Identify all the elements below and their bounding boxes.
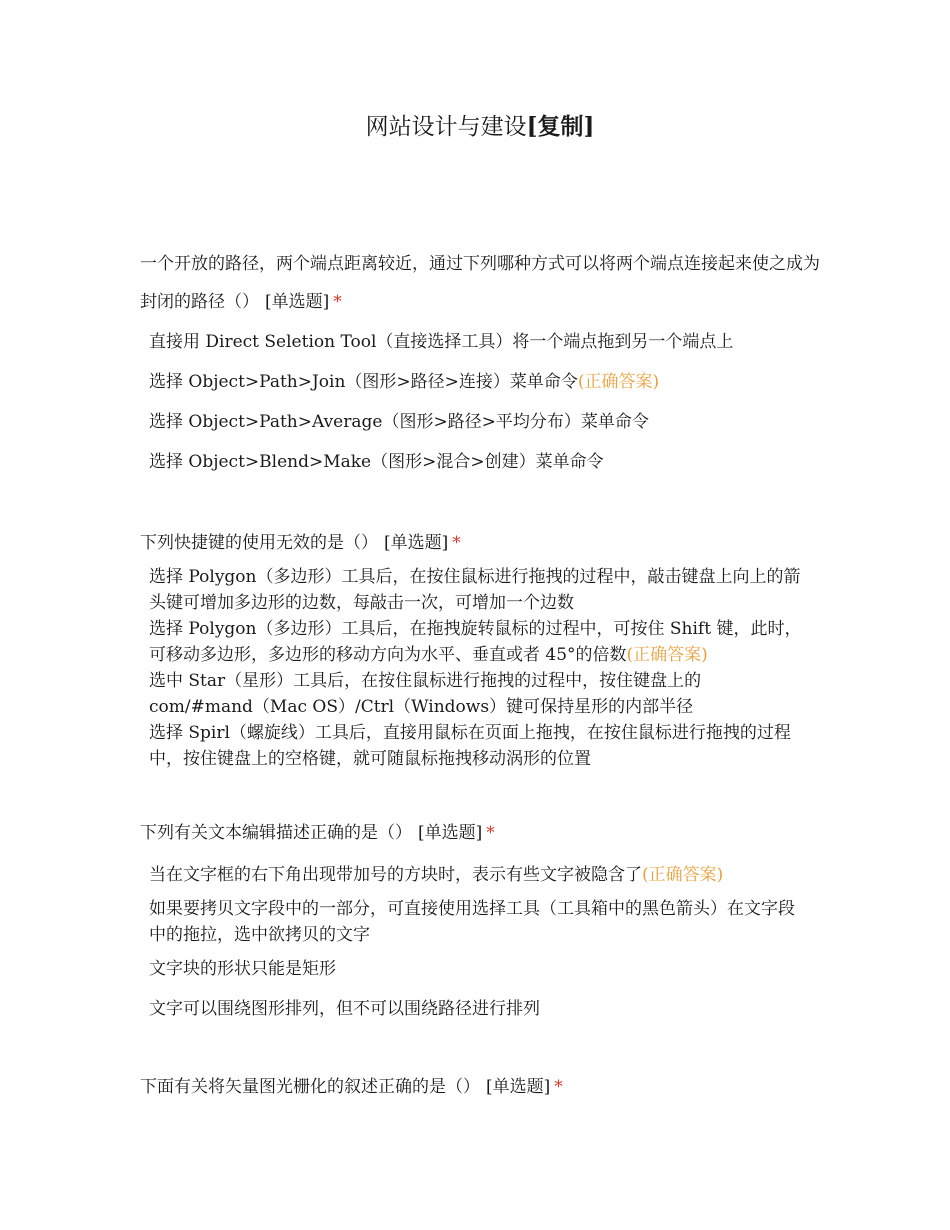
option-text: 选择 Object>Blend>Make（图形>混合>创建）菜单命令 xyxy=(149,452,604,472)
question-2 xyxy=(140,524,820,772)
option-text: 选择 Polygon（多边形）工具后，在按住鼠标进行拖拽的过程中，敲击键盘上向上的箭头键可增加多边形的边数，每敲击一次，可增加一个边数 xyxy=(149,567,801,613)
option-text: 如果要拷贝文字段中的一部分，可直接使用选择工具（工具箱中的黑色箭头）在文字段中的拖拉，选中欲拷贝的文字 xyxy=(149,899,795,945)
question-type: [单选题] xyxy=(486,1077,551,1097)
question-type: [单选题] xyxy=(384,533,449,553)
option[interactable] xyxy=(149,862,809,888)
option-text: 文字块的形状只能是矩形 xyxy=(149,959,336,979)
option-text: 选中 Star（星形）工具后，在按住鼠标进行拖拽的过程中，按住键盘上的 com/#mand（Mac OS）/Ctrl（Windows）键可保持星形的内部半径 xyxy=(149,671,702,717)
question-3-options xyxy=(149,862,820,1022)
option-text: 选择 Spirl（螺旋线）工具后，直接用鼠标在页面上拖拽，在按住鼠标进行拖拽的过程中，按住键盘上的空格键，就可随鼠标拖拽移动涡形的位置 xyxy=(149,723,791,769)
option[interactable] xyxy=(149,896,809,948)
option[interactable] xyxy=(149,409,809,435)
title-main: 网站设计与建设 xyxy=(365,114,527,140)
option[interactable] xyxy=(149,369,809,395)
required-mark: * xyxy=(486,823,495,843)
required-mark: * xyxy=(452,533,461,553)
option-text: 直接用 Direct Seletion Tool（直接选择工具）将一个端点拖到另一个端点上 xyxy=(149,332,734,352)
required-mark: * xyxy=(333,292,342,312)
question-1-prompt: 一个开放的路径，两个端点距离较近，通过下列哪种方式可以将两个端点连接起来使之成为封闭的路径（） xyxy=(140,254,820,312)
option[interactable] xyxy=(149,329,809,355)
option[interactable] xyxy=(149,564,809,616)
option-text: 当在文字框的右下角出现带加号的方块时，表示有些文字被隐含了 xyxy=(149,865,642,885)
question-4 xyxy=(140,1068,820,1106)
option[interactable] xyxy=(149,449,809,475)
correct-answer-tag: (正确答案) xyxy=(577,372,660,392)
question-3-text xyxy=(140,814,820,852)
option-text: 文字可以围绕图形排列，但不可以围绕路径进行排列 xyxy=(149,999,540,1019)
title-copy-tag: [复制] xyxy=(526,113,595,140)
correct-answer-tag: (正确答案) xyxy=(642,865,724,885)
question-3 xyxy=(140,814,820,1022)
question-2-text xyxy=(140,524,820,562)
page-title xyxy=(0,110,950,144)
question-1 xyxy=(140,245,820,489)
option[interactable] xyxy=(149,720,809,772)
option[interactable] xyxy=(149,668,809,720)
question-2-prompt: 下列快捷键的使用无效的是（） xyxy=(140,533,378,553)
question-3-prompt: 下列有关文本编辑描述正确的是（） xyxy=(140,823,412,843)
question-4-text xyxy=(140,1068,820,1106)
option-text: 选择 Polygon（多边形）工具后，在拖拽旋转鼠标的过程中，可按住 Shift 键，此时，可移动多边形，多边形的移动方向为水平、垂直或者 45°的倍数 xyxy=(149,619,802,665)
question-4-prompt: 下面有关将矢量图光栅化的叙述正确的是（） xyxy=(140,1077,480,1097)
question-type: [单选题] xyxy=(418,823,483,843)
option[interactable] xyxy=(149,996,809,1022)
question-2-options xyxy=(149,564,820,772)
option-text: 选择 Object>Path>Join（图形>路径>连接）菜单命令 xyxy=(149,372,578,392)
option-text: 选择 Object>Path>Average（图形>路径>平均分布）菜单命令 xyxy=(149,412,649,432)
question-type: [单选题] xyxy=(265,292,330,312)
option[interactable] xyxy=(149,956,809,982)
question-1-text xyxy=(140,245,820,321)
option[interactable] xyxy=(149,616,809,668)
required-mark: * xyxy=(554,1077,563,1097)
correct-answer-tag: (正确答案) xyxy=(626,645,708,665)
question-1-options xyxy=(149,329,820,475)
